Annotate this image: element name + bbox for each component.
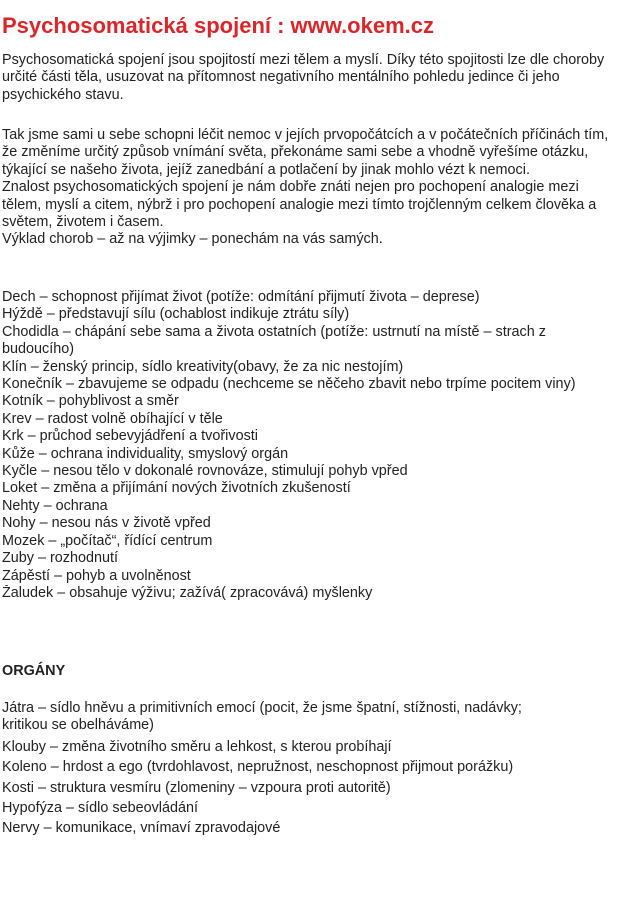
organs-list	[2, 700, 614, 838]
intro-paragraph: Psychosomatická spojení jsou spojitostí mezi tělem a myslí. Díky této spojitosti lze dle choroby určité části těla, usuzovat na přítomnost negativního mentálního pohledu jedince či jeho psychického stavu.	[2, 52, 605, 103]
list-item: Krk – průchod sebevyjádření a tvořivosti	[2, 428, 258, 445]
list-item: Dech – schopnost přijímat život (potíže: odmítání přijmutí života – deprese)	[2, 289, 480, 305]
list-item: Krev – radost volně obíhající v těle	[2, 410, 223, 427]
list-item: Kyčle – nesou tělo v dokonalé rovnováze, stimulují pohyb vpřed	[2, 463, 408, 480]
list-item: Nehty – ochrana	[2, 497, 108, 514]
list-item: Hýždě – představují sílu (ochablost indikuje ztrátu síly)	[2, 306, 350, 323]
list-item: Mozek – „počítač“, řídící centrum	[2, 532, 213, 549]
list-item: Kosti – struktura vesmíru (zlomeniny – vzpoura proti autoritě)	[2, 779, 391, 796]
paragraph-block-2	[2, 127, 614, 249]
organs-heading: ORGÁNY	[2, 663, 66, 679]
list-item: Zuby – rozhodnutí	[2, 550, 118, 567]
list-item: Chodidla – chápání sebe sama a života ostatních (potíže: ustrnutí na místě – strach z budoucího)	[2, 323, 546, 358]
list-item: Kotník – pohyblivost a směr	[2, 393, 179, 410]
list-item: Kůže – ochrana individuality, smyslový orgán	[2, 445, 289, 462]
list-item: Koleno – hrdost a ego (tvrdohlavost, nepružnost, neschopnost přijmout porážku)	[2, 759, 514, 776]
list-item: Loket – změna a přijímání nových životních zkušeností	[2, 480, 351, 497]
list-item: Játra – sídlo hněvu a primitivních emocí (pocit, že jsme špatní, stížnosti, nadávky; kritikou se obelháváme)	[2, 700, 522, 734]
list-item: Konečník – zbavujeme se odpadu (nechceme se něčeho zbavit nebo trpíme pocitem viny)	[2, 376, 576, 393]
list-item: Klín – ženský princip, sídlo kreativity(obavy, že za nic nestojím)	[2, 358, 404, 375]
list-item: Žaludek – obsahuje výživu; zažívá( zpracovává) myšlenky	[2, 584, 373, 601]
body-parts-list	[2, 289, 614, 602]
page-title: Psychosomatická spojení : www.okem.cz	[2, 13, 434, 38]
paragraph-knowledge: Znalost psychosomatických spojení je nám dobře znáti nejen pro pochopení analogie mezi tělem, myslí a citem, nýbrž i pro pochopení analogie mezi tímto trojčlenným celkem člověka a světem, životem i časem.	[2, 179, 597, 231]
paragraph-interpretation: Výklad chorob – až na výjimky – ponechám na vás samých.	[2, 231, 383, 248]
paragraph-healing: Tak jsme sami u sebe schopni léčit nemoc v jejích prvopočátcích a v počátečních příčinách tím, že změníme určitý způsob vnímání světa, překonáme sami sebe a vhodně vyřešíme otázku, týkající se našeho života, jejíž zanedbání a potlačení by jinak mohlo vézt k nemoci.	[2, 127, 609, 178]
list-item: Zápěstí – pohyb a uvolněnost	[2, 567, 191, 584]
list-item: Hypofýza – sídlo sebeovládání	[2, 800, 198, 817]
list-item: Nervy – komunikace, vnímaví zpravodajové	[2, 820, 281, 837]
intro-paragraph-block	[2, 52, 614, 104]
list-item: Nohy – nesou nás v životě vpřed	[2, 515, 211, 532]
list-item: Klouby – změna životního směru a lehkost, s kterou probíhají	[2, 738, 392, 755]
